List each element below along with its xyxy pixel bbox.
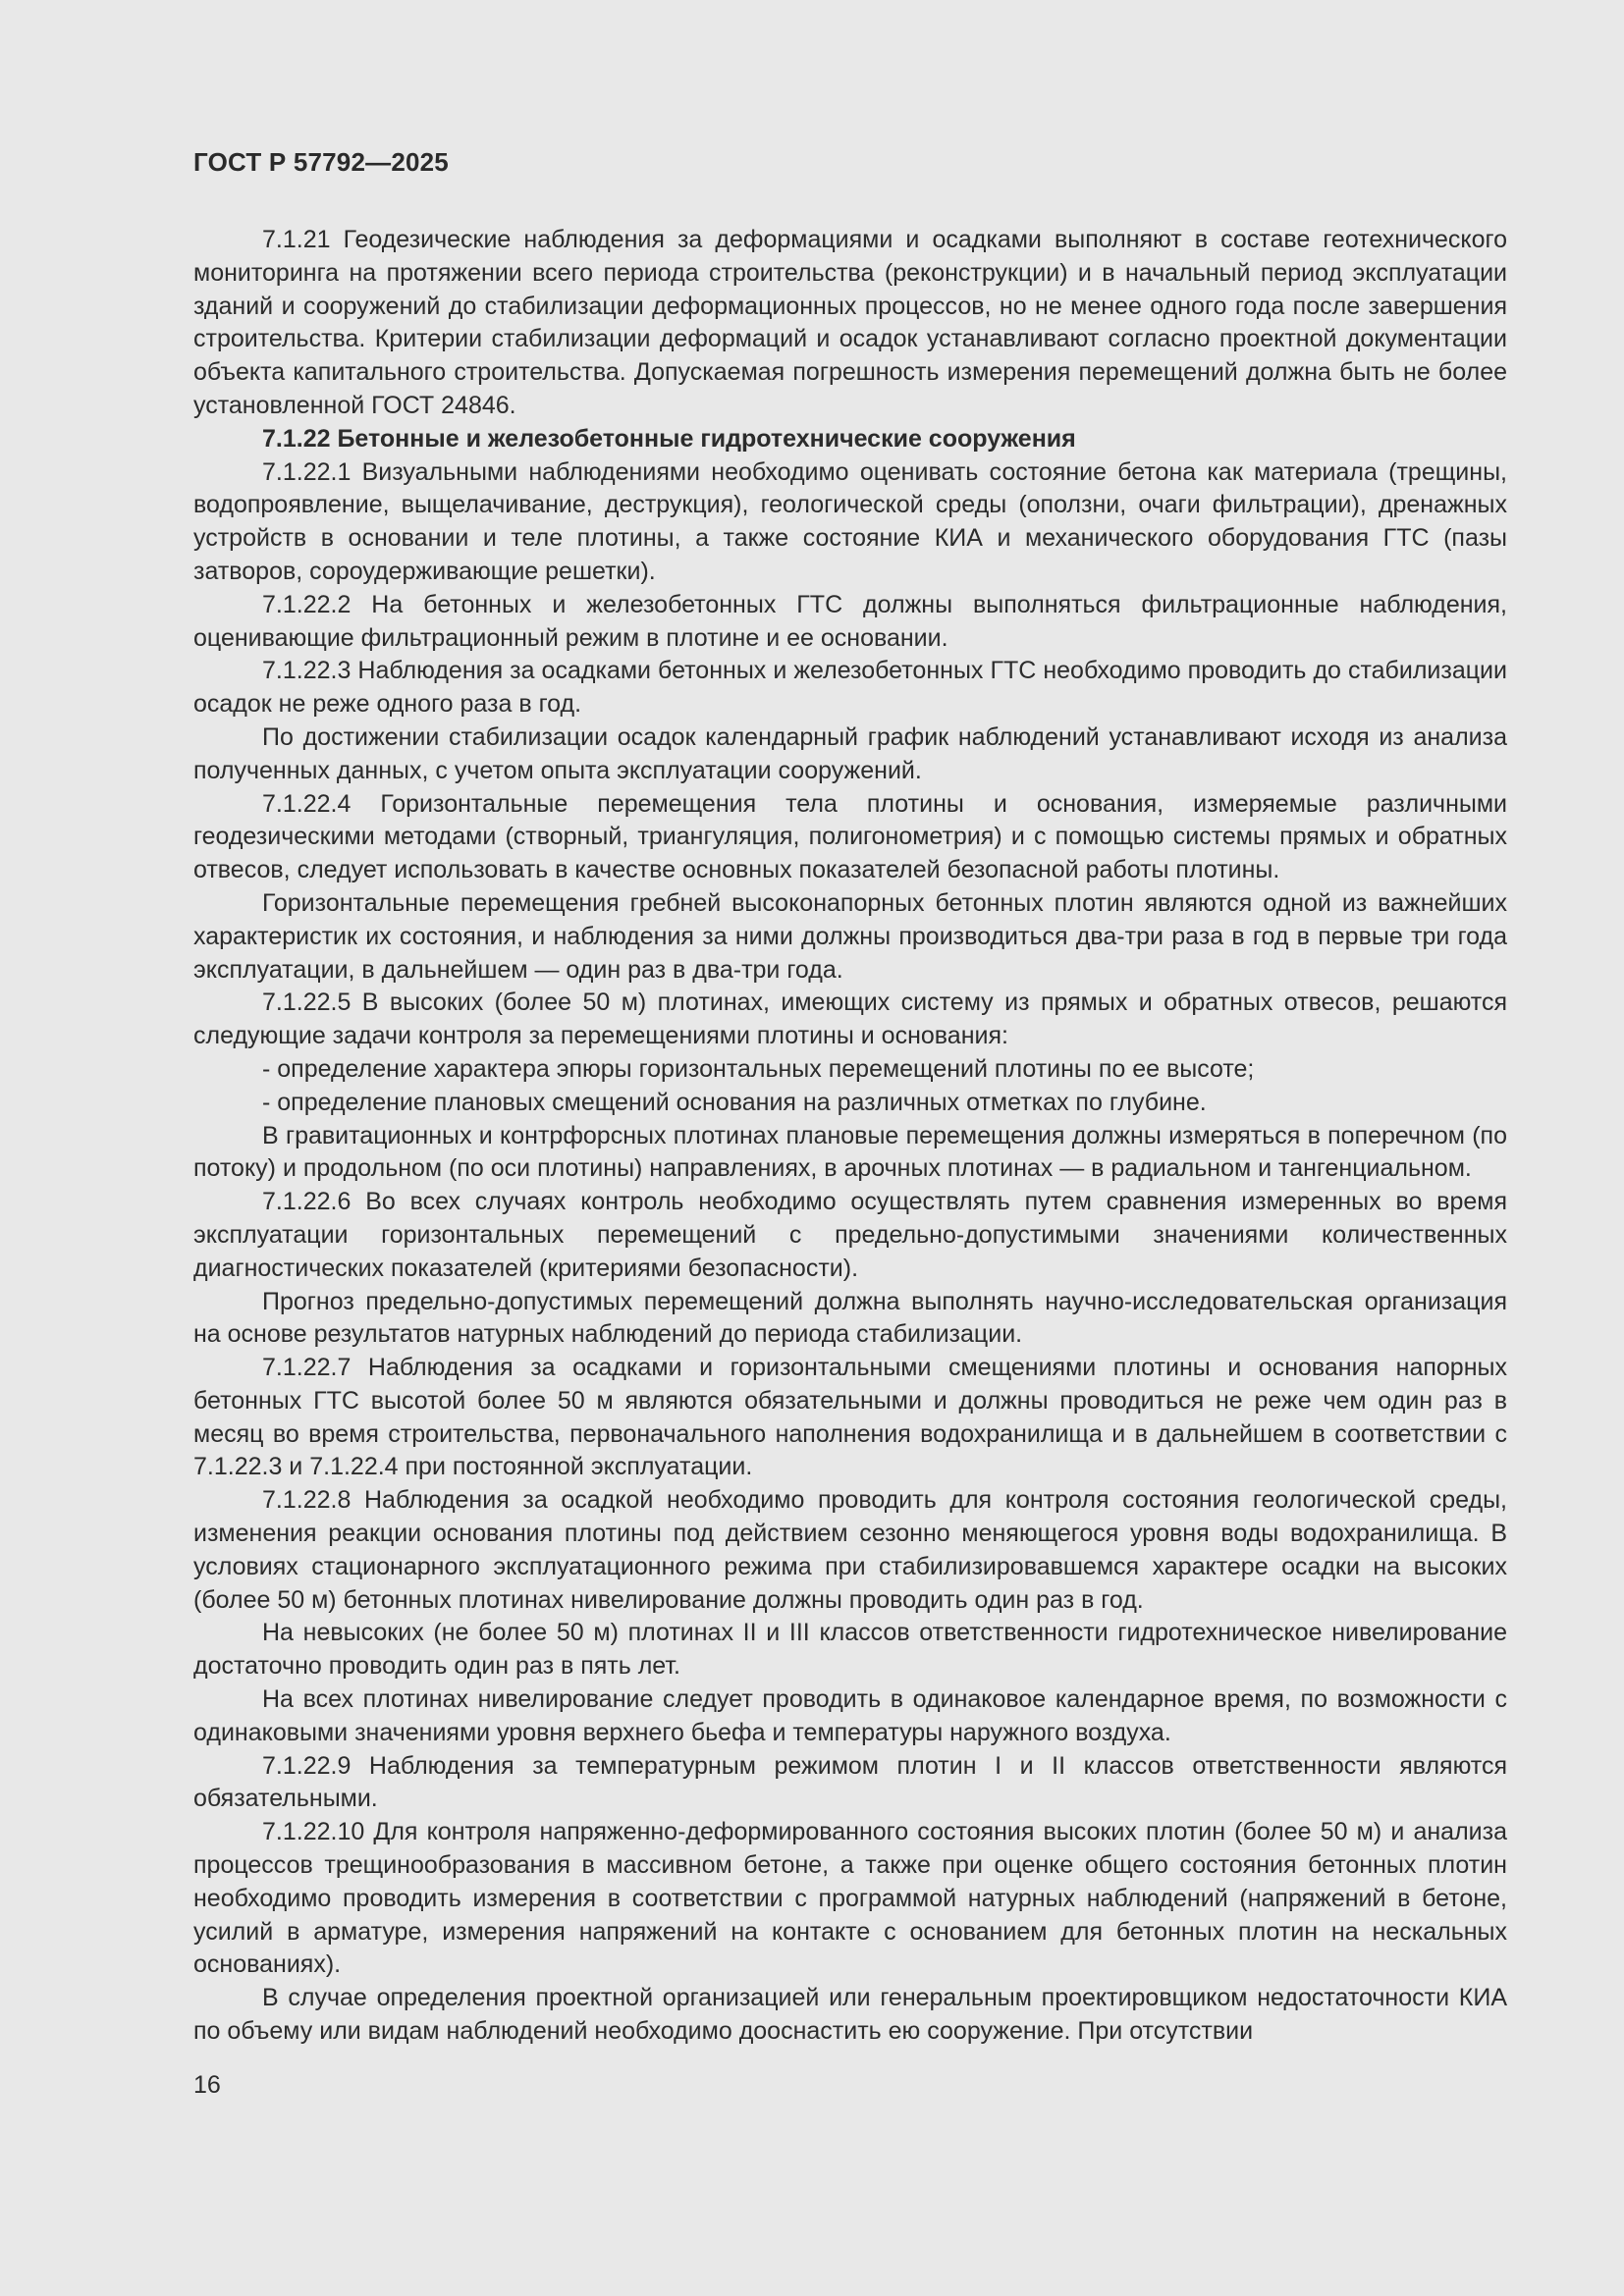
paragraph-7-1-22-10: 7.1.22.10 Для контроля напряженно-деформированного состояния высоких плотин (более 50 м) и анализа процессов трещинообразования в массивном бетоне, а также при оценке общего состояния бетонных плотин необходимо проводить измерения в соответствии с программой натурных наблюдений (напряжений в бетоне, усилий в арматуре, измерения напряжений на контакте с основанием для бетонных плотин на нескальных основаниях).: [193, 1818, 1507, 1979]
document-body: [193, 224, 1507, 2049]
document-header-code: ГОСТ Р 57792—2025: [193, 147, 449, 177]
paragraph-7-1-22-6: 7.1.22.6 Во всех случаях контроль необходимо осуществлять путем сравнения измеренных во время эксплуатации горизонтальных перемещений с предельно-допустимыми значениями количественных диагностических показателей (критериями безопасности).: [193, 1188, 1507, 1282]
paragraph-7-1-22-1: 7.1.22.1 Визуальными наблюдениями необходимо оценивать состояние бетона как материала (трещины, водопроявление, выщелачивание, деструкция), геологической среды (оползни, очаги фильтрации), дренажных устройств в основании и теле плотины, а также состояние КИА и механического оборудования ГТС (пазы затворов, сороудерживающие решетки).: [193, 457, 1507, 585]
paragraph: В гравитационных и контрфорсных плотинах плановые перемещения должны измеряться в поперечном (по потоку) и продольном (по оси плотины) направлениях, в арочных плотинах — в радиальном и тангенциальном.: [193, 1121, 1507, 1183]
page-number: 16: [193, 2071, 221, 2099]
paragraph: По достижении стабилизации осадок календарный график наблюдений устанавливают исходя из анализа полученных данных, с учетом опыта эксплуатации сооружений.: [193, 722, 1507, 784]
section-heading-7-1-22: 7.1.22 Бетонные и железобетонные гидротехнические сооружения: [262, 424, 1076, 453]
list-item: - определение плановых смещений основания на различных отметках по глубине.: [262, 1088, 1207, 1116]
paragraph: Горизонтальные перемещения гребней высоконапорных бетонных плотин являются одной из важнейших характеристик их состояния, и наблюдения за ними должны производиться два-три раза в год в первые три года эксплуатации, в дальнейшем — один раз в два-три года.: [193, 888, 1507, 984]
list-item: - определение характера эпюры горизонтальных перемещений плотины по ее высоте;: [262, 1054, 1255, 1083]
paragraph-7-1-22-5: 7.1.22.5 В высоких (более 50 м) плотинах, имеющих систему из прямых и обратных отвесов, решаются следующие задачи контроля за перемещениями плотины и основания:: [193, 988, 1507, 1050]
paragraph-7-1-21: 7.1.21 Геодезические наблюдения за деформациями и осадками выполняют в составе геотехнического мониторинга на протяжении всего периода строительства (реконструкции) и в начальный период эксплуатации зданий и сооружений до стабилизации деформационных процессов, но не менее одного года после завершения строительства. Критерии стабилизации деформаций и осадок устанавливают согласно проектной документации объекта капитального строительства. Допускаемая погрешность измерения перемещений должна быть не более установленной ГОСТ 24846.: [193, 226, 1507, 419]
paragraph-7-1-22-9: 7.1.22.9 Наблюдения за температурным режимом плотин I и II классов ответственности являются обязательными.: [193, 1751, 1507, 1813]
paragraph-7-1-22-2: 7.1.22.2 На бетонных и железобетонных ГТС должны выполняться фильтрационные наблюдения, оценивающие фильтрационный режим в плотине и ее основании.: [193, 590, 1507, 652]
paragraph-7-1-22-3: 7.1.22.3 Наблюдения за осадками бетонных и железобетонных ГТС необходимо проводить до стабилизации осадок не реже одного раза в год.: [193, 657, 1507, 719]
paragraph-7-1-22-4: 7.1.22.4 Горизонтальные перемещения тела плотины и основания, измеряемые различными геодезическими методами (створный, триангуляция, полигонометрия) и с помощью системы прямых и обратных отвесов, следует использовать в качестве основных показателей безопасной работы плотины.: [193, 789, 1507, 884]
paragraph-7-1-22-8: 7.1.22.8 Наблюдения за осадкой необходимо проводить для контроля состояния геологической среды, изменения реакции основания плотины под действием сезонно меняющегося уровня воды водохранилища. В условиях стационарного эксплуатационного режима при стабилизировавшемся характере осадки на высоких (более 50 м) бетонных плотинах нивелирование должны проводить один раз в год.: [193, 1486, 1507, 1614]
paragraph: Прогноз предельно-допустимых перемещений должна выполнять научно-исследовательская организация на основе результатов натурных наблюдений до периода стабилизации.: [193, 1287, 1507, 1349]
paragraph: На невысоких (не более 50 м) плотинах II и III классов ответственности гидротехническое нивелирование достаточно проводить один раз в пять лет.: [193, 1619, 1507, 1681]
paragraph: На всех плотинах нивелирование следует проводить в одинаковое календарное время, по возможности с одинаковыми значениями уровня верхнего бьефа и температуры наружного воздуха.: [193, 1685, 1507, 1746]
paragraph: В случае определения проектной организацией или генеральным проектировщиком недостаточности КИА по объему или видам наблюдений необходимо дооснастить ею сооружение. При отсутствии: [193, 1984, 1507, 2046]
paragraph-7-1-22-7: 7.1.22.7 Наблюдения за осадками и горизонтальными смещениями плотины и основания напорных бетонных ГТС высотой более 50 м являются обязательными и должны проводиться не реже чем один раз в месяц во время строительства, первоначального наполнения водохранилища и в дальнейшем в соответствии с 7.1.22.3 и 7.1.22.4 при постоянной эксплуатации.: [193, 1354, 1507, 1481]
